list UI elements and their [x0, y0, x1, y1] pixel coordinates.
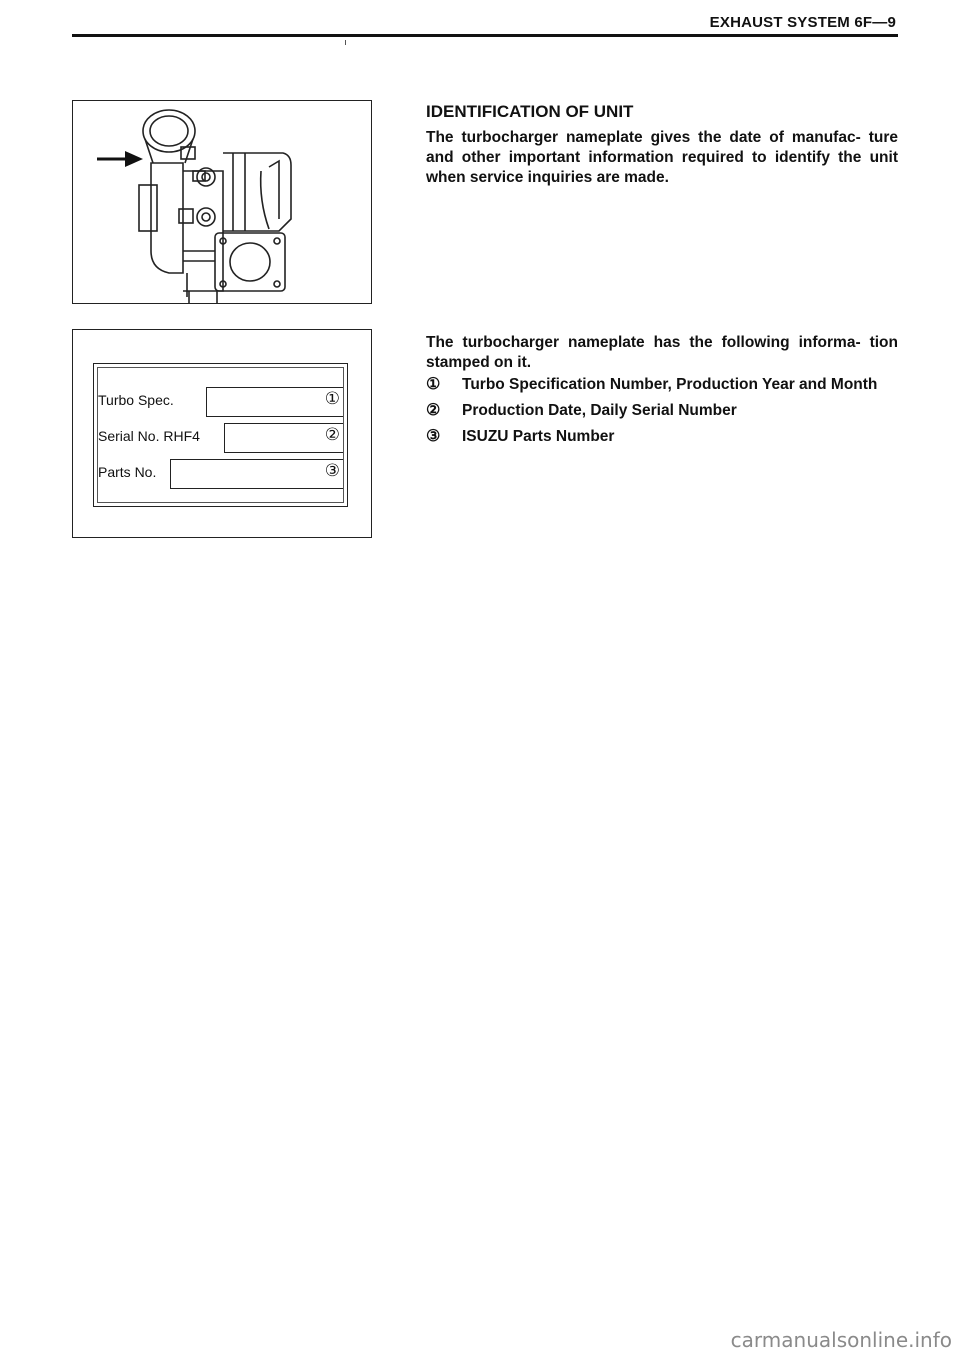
nameplate-field-number: ① — [324, 389, 340, 408]
list-item — [426, 427, 898, 447]
nameplate-field — [170, 459, 343, 489]
header-rule — [72, 34, 898, 37]
list-item — [426, 401, 898, 421]
page-header-title: EXHAUST SYSTEM 6F—9 — [709, 14, 896, 31]
nameplate-intro-paragraph: The turbocharger nameplate has the following informa- tion stamped on it. — [426, 334, 898, 371]
nameplate-label: Turbo Spec. — [98, 392, 174, 408]
nameplate-field — [224, 423, 343, 453]
nameplate-row-parts-no — [98, 461, 343, 480]
nameplate-row-serial-no — [98, 425, 343, 444]
list-item-text: Production Date, Daily Serial Number — [462, 402, 737, 419]
list-item-text: ISUZU Parts Number — [462, 428, 615, 445]
nameplate-field — [206, 387, 343, 417]
nameplate-label: Parts No. — [98, 464, 157, 480]
nameplate-field-number: ③ — [324, 461, 340, 480]
list-item-number: ① — [426, 376, 441, 393]
nameplate-row-turbo-spec — [98, 389, 343, 408]
nameplate-label: Serial No. RHF4 — [98, 428, 200, 444]
watermark: carmanualsonline.info — [730, 1328, 952, 1352]
speck-mark — [345, 40, 346, 45]
nameplate-info-list — [426, 375, 898, 453]
list-item-number: ② — [426, 402, 441, 419]
list-item — [426, 375, 898, 395]
nameplate-frame — [93, 363, 348, 507]
list-item-text: Turbo Specification Number, Production Year and Month — [462, 376, 878, 393]
turbocharger-figure — [72, 100, 372, 304]
nameplate-field-number: ② — [324, 425, 340, 444]
intro-paragraph: The turbocharger nameplate gives the date of manufac- ture and other important information required to identify the unit when service inquiries are made. — [426, 129, 898, 186]
nameplate-figure — [72, 329, 372, 538]
section-title: IDENTIFICATION OF UNIT — [426, 102, 634, 121]
list-item-number: ③ — [426, 428, 441, 445]
turbocharger-illustration — [73, 101, 371, 303]
